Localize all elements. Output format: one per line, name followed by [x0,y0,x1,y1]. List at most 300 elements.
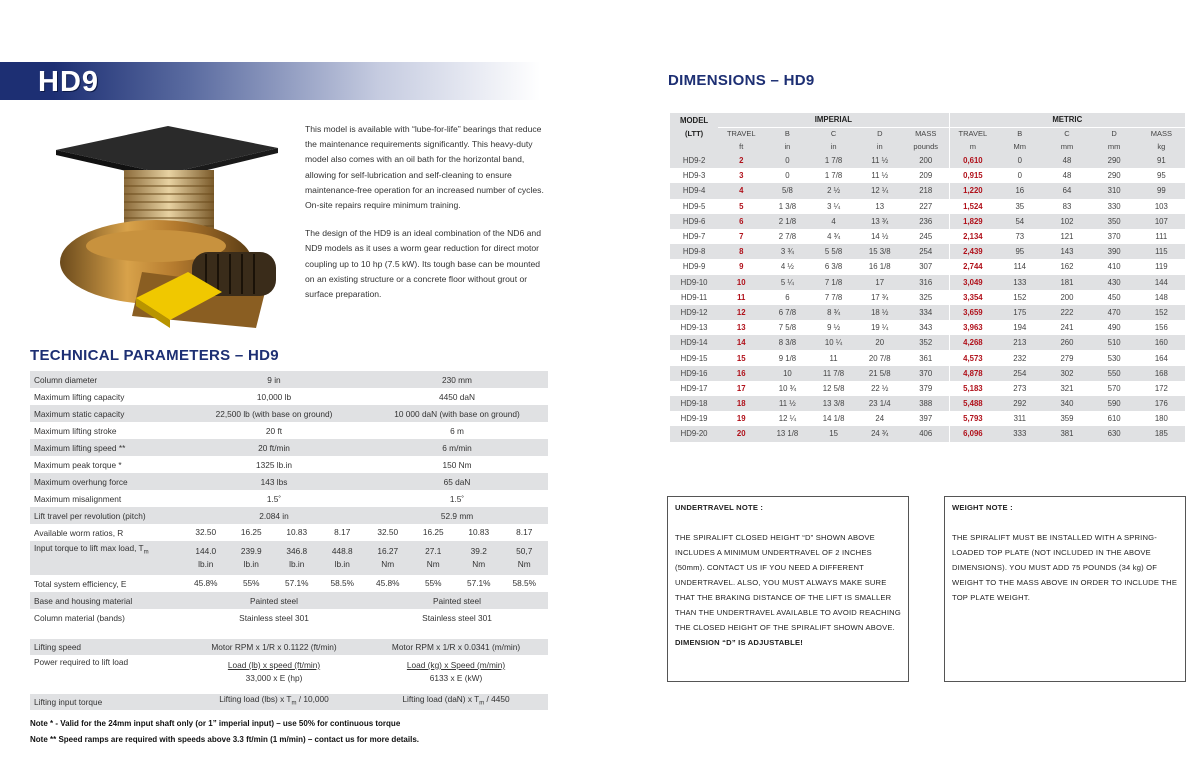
dimension-row [670,350,1185,365]
dimension-cell: 54 [996,214,1043,229]
dimension-cell: 6 [785,292,790,302]
tech-metric: 10 000 daN (with base on ground) [394,408,520,419]
dimension-cell: 2,439 [949,244,996,259]
intro-paragraph-1: This model is available with “lube-for-life” bearings that reduce the maintenance requirements significantly. This heavy-duty model also comes with an oil bath for the horizontal band, allowing for self-lubrication and self-cleaning to ensure maintenance-free operation for an increased number of cycles. On-site repairs require minimum training. [305,124,544,211]
unit-header: mm [1060,142,1074,151]
tech-row [30,388,548,405]
tech-imperial: 1.5˚ [266,493,282,504]
dimension-cell: 24 [875,414,885,424]
dimension-cell: 209 [919,171,933,181]
column-material-metric: Stainless steel 301 [422,612,492,623]
undertravel-body: THE SPIRALIFT CLOSED HEIGHT “D” SHOWN ABOVE INCLUDES A MINIMUM UNDERTRAVEL OF 2 INCHES (50mm). CONTACT US IF YOU NEED A DIFFERENT UNDERTRAVEL. ALSO, YOU MUST ALWAYS MAKE SURE THAT THE BRAKING DISTANCE OF THE LIFT IS SMALLER THAN THE UNDERTRAVEL AVAILABLE TO AVOID REACHING THE CLOSED HEIGHT OF THE SPIRALIFT SHOWN ABOVE. DIMENSION “D” IS ADJUSTABLE! [675,533,901,647]
dimension-cell: 290 [1091,153,1138,168]
dimension-row [670,366,1185,381]
dimension-cell: 18 [718,396,764,411]
dimension-cell: 176 [1138,396,1185,411]
col-header: TRAVEL [949,127,996,140]
tech-imperial: 2.084 in [259,510,289,521]
dimension-cell: 194 [1013,323,1027,333]
dimension-cell: 5 5/8 [811,244,857,259]
col-header: C [1064,129,1070,139]
dimension-cell: 4 ½ [780,262,794,272]
dimension-cell: 5,183 [949,381,996,396]
model-cell: HD9-13 [680,323,708,333]
dimension-cell: 333 [996,426,1043,441]
dimension-cell: 7 1/8 [811,275,857,290]
formula-table [30,639,548,710]
dimension-cell: 11 [737,292,746,302]
undertravel-title: UNDERTRAVEL NOTE : [675,503,764,512]
dimension-cell: 0 [764,153,810,168]
dimension-row [670,183,1185,198]
model-cell: HD9-7 [682,232,706,242]
dimension-cell: 21 5/8 [857,366,903,381]
dimension-cell: 7 7/8 [824,292,843,302]
dimension-cell: 0 [785,171,790,181]
dimension-cell: 359 [1060,414,1074,424]
dimension-cell: 2,134 [949,229,996,244]
tech-table [30,371,548,626]
dimension-cell: 10 ¾ [778,383,797,393]
dimension-cell: 200 [1060,292,1074,302]
efficiency-row [30,575,548,592]
dimension-cell: 35 [1015,201,1025,211]
model-cell: HD9-19 [680,414,708,424]
power-metric: Load (kg) x Speed (m/min) 6133 x E (kW) [406,660,506,683]
tech-label: Maximum lifting stroke [34,425,117,436]
tech-row [30,473,548,490]
dimension-cell: 236 [903,214,949,229]
undertravel-note [667,496,909,682]
dimension-cell: 121 [1060,232,1074,242]
dimension-cell: 9 [739,262,744,272]
tech-label: Column diameter [34,374,98,385]
dimension-row [670,290,1185,305]
dimension-cell: 397 [919,414,933,424]
intro-paragraph-2: The design of the HD9 is an ideal combination of the ND6 and ND9 models as it uses a worm gear reduction for direct motor coupling up to 10 hp (7.5 kW). Its tough base can be mounted on an existing structure or a concrete floor without grout or surface preparation. [305,228,541,300]
dimension-cell: 19 [736,414,746,424]
dimension-cell: 5/8 [764,183,810,198]
model-cell: HD9-3 [682,171,706,181]
dimension-cell: 18 ½ [857,305,903,320]
ratio-value: 16.25 [240,527,262,537]
col-header: MASS [1150,129,1172,139]
unit-header: kg [1157,142,1166,151]
dimension-cell: 2,744 [949,259,996,274]
tech-metric: 65 daN [443,476,471,487]
tech-imperial: 20 ft [265,425,283,436]
torque-cell: 16.27 Nm [377,546,399,569]
dimension-cell: 245 [919,232,933,242]
dimension-cell: 17 ¾ [871,292,889,302]
dimension-cell: 152 [1013,292,1027,302]
dimension-cell: 11 7/8 [811,366,857,381]
dimension-cell: 8 [718,244,764,259]
dimension-cell: 330 [1107,201,1121,211]
torque-cell: 239.9 lb.in [240,546,262,569]
dimension-cell: 0 [996,153,1043,168]
dimension-cell: 95 [996,244,1043,259]
torque-cell: 27.1 Nm [425,546,442,569]
model-cell: HD9-8 [670,244,718,259]
intro-text [305,122,547,302]
dimension-row [670,275,1185,290]
dimension-cell: 3 ¼ [827,201,841,211]
dimension-cell: 350 [1091,214,1138,229]
dimension-cell: 388 [903,396,949,411]
tech-row [30,439,548,456]
dimension-cell: 48 [1043,153,1090,168]
metric-header: METRIC [949,113,1185,127]
lifting-torque-imperial: Lifting load (lbs) x $T_m / 10,000$ [219,694,329,707]
tech-metric: 1.5˚ [449,493,465,504]
dimension-cell: 115 [1138,244,1185,259]
dimension-cell: 23 1/4 [857,396,903,411]
dimension-cell: 103 [1154,201,1168,211]
torque-cell: 346.8 lb.in [286,546,308,569]
tech-metric: 150 Nm [442,459,472,470]
model-cell: HD9-4 [670,183,718,198]
dimension-cell: 13 3/8 [811,396,857,411]
dimension-cell: 3,354 [949,290,996,305]
model-cell: HD9-6 [670,214,718,229]
dimension-cell: 11 ½ [857,153,903,168]
dimension-cell: 16 [996,183,1043,198]
dimension-cell: 3,049 [949,275,996,290]
tech-label: Maximum lifting capacity [34,391,125,402]
dimension-cell: 1 7/8 [824,171,843,181]
dimension-cell: 4,268 [949,335,996,350]
tech-label: Lift travel per revolution (pitch) [34,510,146,521]
dimension-cell: 8 3/8 [764,335,810,350]
tech-label: Maximum overhung force [34,476,128,487]
dimension-cell: 95 [1157,171,1166,181]
unit-header: in [784,142,791,151]
dimension-cell: 99 [1138,183,1185,198]
model-cell: HD9-20 [670,426,718,441]
dimension-cell: 370 [1107,232,1121,242]
dimension-cell: 3,963 [949,320,996,335]
dimension-cell: 172 [1154,383,1168,393]
efficiency-value: 55% [424,578,442,588]
tech-imperial: 1325 lb.in [256,459,292,470]
dimension-cell: 307 [919,262,933,272]
unit-header: Mm [1013,142,1027,151]
efficiency-value: 45.8% [193,578,218,588]
efficiency-value: 58.5% [512,578,537,588]
dimension-cell: 530 [1107,353,1121,363]
model-cell: HD9-17 [680,383,708,393]
tech-imperial: 143 lbs [260,476,288,487]
column-material-row [30,609,548,626]
ratio-value: 8.17 [516,527,533,537]
dimension-row [670,335,1185,350]
dimension-cell: 6 3/8 [824,262,843,272]
dimension-cell: 4 ¾ [827,232,841,242]
dimension-cell: 630 [1091,426,1138,441]
dimension-cell: 302 [1043,366,1090,381]
tech-label: Maximum lifting speed ** [34,442,126,453]
model-cell: HD9-12 [670,305,718,320]
dimension-cell: 12 ¼ [857,183,903,198]
efficiency-value: 57.1% [284,578,309,588]
dimension-cell: 334 [903,305,949,320]
dimension-cell: 290 [1107,171,1121,181]
dimension-cell: 430 [1091,275,1138,290]
dimension-cell: 12 5/8 [822,383,845,393]
dimension-cell: 4 [718,183,764,198]
torque-cell: 144.0 lb.in [195,546,217,569]
lifting-speed-metric: Motor RPM x 1/R x 0.0341 (m/min) [391,641,521,652]
dimension-row [670,381,1185,396]
footnote-1: Note * - Valid for the 24mm input shaft only (or 1” imperial input) – use 50% for continuous torque [30,719,401,728]
efficiency-value: 57.1% [466,578,491,588]
tech-imperial: 22,500 lb (with base on ground) [215,408,333,419]
dimension-cell: 0 [1017,171,1022,181]
dimension-cell: 218 [903,183,949,198]
dimensions-body [670,153,1185,442]
ratio-value: 10.83 [286,527,308,537]
dimension-cell: 4 [811,214,857,229]
dimension-cell: 180 [1154,414,1168,424]
dimension-cell: 370 [903,366,949,381]
tech-metric: 6 m/min [442,442,472,453]
model-cell: HD9-10 [670,275,718,290]
tech-row [30,490,548,507]
dimension-cell: 352 [903,335,949,350]
tech-row [30,422,548,439]
dimension-cell: 15 [736,353,746,363]
footnotes [30,716,419,748]
dimension-cell: 111 [1155,232,1168,242]
dimension-cell: 17 [857,275,903,290]
dimension-cell: 3 ¾ [764,244,810,259]
col-header: TRAVEL [726,129,756,139]
dimension-cell: 15 3/8 [857,244,903,259]
lifting-speed-label: Lifting speed [34,642,82,652]
dimension-cell: 1 7/8 [811,153,857,168]
model-cell: HD9-16 [670,366,718,381]
model-cell: HD9-9 [682,262,706,272]
lifting-torque-row [30,694,548,710]
tech-imperial: 9 in [267,374,281,385]
dimension-cell: 590 [1091,396,1138,411]
efficiency-value: 55% [242,578,260,588]
dimension-cell: 321 [1060,383,1074,393]
ratio-value: 10.83 [468,527,490,537]
dimension-cell: 12 ¼ [778,414,797,424]
tech-metric: 52.9 mm [440,510,474,521]
tech-metric: 4450 daN [439,391,475,402]
column-material-label: Column material (bands) [34,612,125,623]
ratios-row [30,524,548,541]
dimension-cell: 24 ¾ [857,426,903,441]
base-material-imperial: Painted steel [250,595,298,606]
torque-cell: 39.2 Nm [470,546,487,569]
column-material-imperial: Stainless steel 301 [239,612,309,623]
dimension-cell: 232 [1013,353,1027,363]
model-cell: HD9-2 [670,153,718,168]
efficiency-value: 58.5% [330,578,355,588]
dimension-cell: 570 [1107,383,1121,393]
dimension-cell: 279 [1060,353,1074,363]
col-header: MASS [915,129,937,139]
dimension-cell: 13 ¾ [857,214,903,229]
efficiency-label: Total system efficiency, E [34,578,127,589]
tech-label: Maximum misalignment [34,493,122,504]
dimension-cell: 2 7/8 [778,232,797,242]
dimension-cell: 17 [736,383,746,393]
dimension-cell: 175 [996,305,1043,320]
dimension-cell: 1,524 [949,199,996,214]
dimension-row [670,214,1185,229]
dimension-cell: 311 [1013,414,1026,424]
input-torque-label: Input torque to lift max load, $T_m$ [34,543,149,556]
dimension-row [670,305,1185,320]
dimension-cell: 5,793 [949,411,996,426]
tech-label: Maximum static capacity [34,408,125,419]
ratio-value: 8.17 [334,527,351,537]
dimension-row [670,426,1185,441]
efficiency-value: 45.8% [375,578,400,588]
tech-row [30,456,548,473]
lifting-speed-imperial: Motor RPM x 1/R x 0.1122 (ft/min) [211,641,337,652]
dimension-cell: 3 [739,171,744,181]
dimension-cell: 119 [1155,262,1168,272]
dimension-cell: 316 [903,275,949,290]
dimension-cell: 160 [1138,335,1185,350]
dimension-cell: 6 7/8 [764,305,810,320]
model-header: MODEL [680,115,709,125]
dimension-cell: 13 1/8 [764,426,810,441]
torque-cell: 448.8 lb.in [331,546,353,569]
col-header: C [830,129,837,139]
dimension-cell: 16 [718,366,764,381]
dimension-cell: 20 [718,426,764,441]
dimension-cell: 143 [1043,244,1090,259]
dimension-cell: 5 [739,201,744,211]
dims-title: DIMENSIONS – HD9 [668,72,815,89]
dimension-cell: 16 1/8 [868,262,891,272]
model-cell: HD9-11 [680,292,708,302]
dimension-cell: 19 ¼ [871,323,889,333]
dimension-cell: 2 1/8 [764,214,810,229]
unit-header: m [949,140,996,153]
dimension-cell: 325 [919,292,933,302]
tech-metric: 230 mm [442,374,472,385]
dimension-cell: 3,659 [949,305,996,320]
dimension-cell: 64 [1043,183,1090,198]
dimensions-table [670,113,1185,442]
dimension-cell: 102 [1043,214,1090,229]
dimension-cell: 73 [1015,232,1025,242]
power-row [30,655,548,689]
model-cell: HD9-14 [670,335,718,350]
dimension-cell: 361 [919,353,933,363]
dimension-cell: 254 [903,244,949,259]
dimension-cell: 14 1/8 [822,414,845,424]
base-material-label: Base and housing material [34,595,133,606]
title-banner [0,62,540,100]
dimension-cell: 164 [1154,353,1168,363]
dimension-row [670,320,1185,335]
dimension-cell: 310 [1091,183,1138,198]
dimension-cell: 144 [1138,275,1185,290]
dimension-cell: 1 3/8 [778,201,797,211]
dimension-cell: 11 [829,353,838,363]
page-title: HD9 [38,66,100,98]
dimension-cell: 4,878 [949,366,996,381]
dimension-cell: 292 [996,396,1043,411]
weight-title: WEIGHT NOTE : [952,503,1013,512]
dimension-cell: 114 [1013,262,1026,272]
lifting-torque-label: Lifting input torque [34,697,103,707]
dimension-cell: 9 ½ [827,323,841,333]
torque-cell: 50,7 Nm [516,546,533,569]
product-photo [46,122,294,334]
dimension-cell: 200 [903,153,949,168]
dimension-cell: 0,610 [949,153,996,168]
dimension-cell: 470 [1091,305,1138,320]
dimension-cell: 13 [875,201,885,211]
dimension-cell: 406 [903,426,949,441]
dimension-cell: 148 [1154,292,1168,302]
dimension-cell: 1,829 [949,214,996,229]
unit-header: in [830,142,837,151]
tech-row [30,405,548,422]
dimension-cell: 213 [996,335,1043,350]
unit-header: ft [739,142,744,151]
power-label: Power required to lift load [34,657,129,667]
dimension-cell: 22 ½ [871,383,889,393]
dimension-cell: 1,220 [949,183,996,198]
dimension-cell: 241 [1060,323,1074,333]
col-header: D [1111,129,1117,139]
dimension-cell: 162 [1060,262,1074,272]
ratio-value: 32.50 [377,527,399,537]
dimension-cell: 450 [1107,292,1121,302]
dimension-cell: 2 ½ [811,183,857,198]
ratios-label: Available worm ratios, R [34,527,124,538]
dimension-cell: 15 [811,426,857,441]
dimension-cell: 550 [1091,366,1138,381]
base-material-row [30,592,548,609]
dimension-row [670,244,1185,259]
dimension-row [670,199,1185,214]
dimension-cell: 185 [1138,426,1185,441]
dimension-cell: 8 ¾ [811,305,857,320]
dimension-cell: 343 [919,323,933,333]
tech-title: TECHNICAL PARAMETERS – HD9 [30,347,279,364]
dimension-cell: 168 [1138,366,1185,381]
unit-header: pounds [913,142,938,151]
dimension-cell: 133 [996,275,1043,290]
dimension-row [670,153,1185,168]
dimension-cell: 10 [718,275,764,290]
dimension-cell: 107 [1138,214,1185,229]
undertravel-emphasis: DIMENSION “D” IS ADJUSTABLE! [675,638,803,647]
col-header: D [877,129,883,139]
weight-note [944,496,1186,682]
dimension-cell: 510 [1091,335,1138,350]
dimension-cell: 6 [718,214,764,229]
dimension-cell: 7 5/8 [778,323,797,333]
dimension-cell: 2 [718,153,764,168]
dimension-cell: 4,573 [949,350,996,365]
col-header: B [1017,129,1023,139]
power-imperial: Load (lb) x speed (ft/min) 33,000 x E (hp) [227,660,321,683]
dimension-cell: 610 [1107,414,1121,424]
